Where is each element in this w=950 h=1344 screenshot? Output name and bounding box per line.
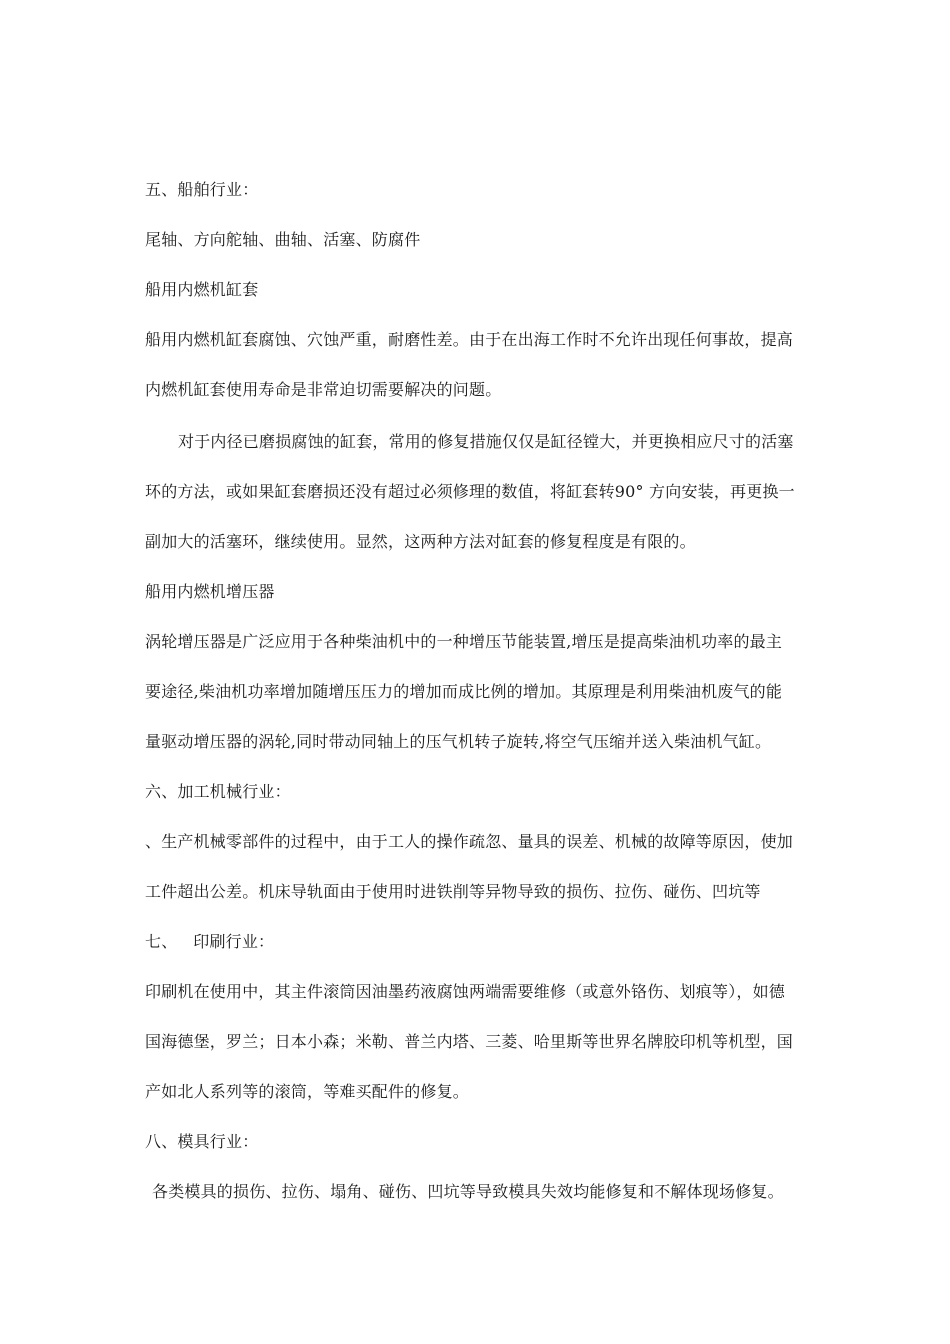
section-heading-ship: 五、船舶行业： (145, 180, 259, 199)
ship-parts-list: 尾轴、方向舵轴、曲轴、活塞、防腐件 (145, 230, 421, 249)
paragraph-line: 内燃机缸套使用寿命是非常迫切需要解决的问题。 (145, 380, 502, 399)
paragraph-line: 印刷机在使用中，其主件滚筒因油墨药液腐蚀两端需要维修（或意外铬伤、划痕等），如德 (145, 982, 786, 1001)
paragraph-line: 量驱动增压器的涡轮,同时带动同轴上的压气机转子旋转,将空气压缩并送入柴油机气缸。 (145, 732, 772, 751)
paragraph-line: 环的方法，或如果缸套磨损还没有超过必须修理的数值，将缸套转90° 方向安装，再更换一 (145, 482, 795, 501)
paragraph-line: 副加大的活塞环，继续使用。显然，这两种方法对缸套的修复程度是有限的。 (145, 532, 696, 551)
paragraph-line: 船用内燃机缸套腐蚀、穴蚀严重，耐磨性差。由于在出海工作时不允许出现任何事故，提高 (145, 330, 794, 349)
section-heading-mold: 八、模具行业： (145, 1132, 259, 1151)
paragraph-line: 要途径,柴油机功率增加随增压压力的增加而成比例的增加。其原理是利用柴油机废气的能 (145, 682, 783, 701)
paragraph-line: 各类模具的损伤、拉伤、塌角、碰伤、凹坑等导致模具失效均能修复和不解体现场修复。 (152, 1182, 784, 1201)
paragraph-line: 工件超出公差。机床导轨面由于使用时进铁削等异物导致的损伤、拉伤、碰伤、凹坑等 (145, 882, 761, 901)
subheading-cylinder-liner: 船用内燃机缸套 (145, 280, 259, 299)
paragraph-line: 对于内径已磨损腐蚀的缸套，常用的修复措施仅仅是缸径镗大，并更换相应尺寸的活塞 (178, 432, 794, 451)
paragraph-line: 、生产机械零部件的过程中，由于工人的操作疏忽、量具的误差、机械的故障等原因，使加 (145, 832, 794, 851)
subheading-turbocharger: 船用内燃机增压器 (145, 582, 275, 601)
section-heading-machining: 六、加工机械行业： (145, 782, 291, 801)
section-heading-printing: 七、 印刷行业： (145, 932, 275, 951)
paragraph-line: 产如北人系列等的滚筒，等难买配件的修复。 (145, 1082, 470, 1101)
paragraph-line: 涡轮增压器是广泛应用于各种柴油机中的一种增压节能装置,增压是提高柴油机功率的最主 (145, 632, 783, 651)
paragraph-line: 国海德堡，罗兰；日本小森；米勒、普兰内塔、三菱、哈里斯等世界名牌胶印机等机型，国 (145, 1032, 794, 1051)
